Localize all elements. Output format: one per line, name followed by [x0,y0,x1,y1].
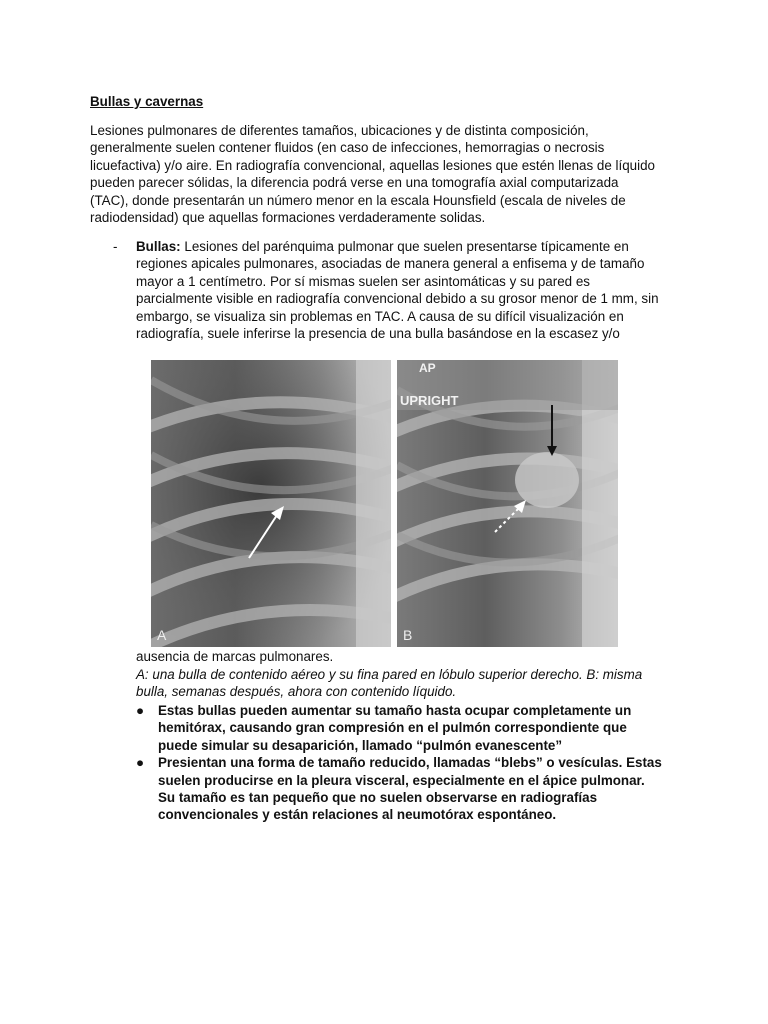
intro-line: generalmente suelen contener fluidos (en caso de infecciones, hemorragias o necrosis [90,140,605,156]
panel-b-marker-ap: AP [419,361,436,375]
bullet-list [136,702,696,824]
intro-line: (TAC), donde presentarán un número menor en la escala Hounsfield (escala de niveles de [90,192,626,208]
bullet-line: convencionales y están relaciones al neumotórax espontáneo. [158,807,557,823]
bullet-line: Su tamaño es tan pequeño que no suelen observarse en radiografías [158,790,598,806]
xray-image-b [397,360,618,647]
bullas-line: mayor a 1 centímetro. Por sí mismas suelen ser asintomáticas y su pared es [136,273,590,289]
panel-b-marker-upright: UPRIGHT [400,393,459,408]
bullet-marker: ● [136,755,145,771]
bullas-line: embargo, se visualiza sin problemas en TAC. A causa de su difícil visualización en [136,308,624,324]
bullas-first-line [136,238,696,255]
intro-line: radiodensidad) que aquellas formaciones verdaderamente solidas. [90,210,486,226]
caption-line: A: una bulla de contenido aéreo y su fina pared en lóbulo superior derecho. B: misma [136,667,643,682]
list-item [136,702,696,754]
bullet-line: Estas bullas pueden aumentar su tamaño hasta ocupar completamente un [158,703,632,718]
bullas-term: Bullas: [136,239,181,254]
bullet-line: suelen producirse en la pleura visceral, especialmente en el ápice pulmonar. [158,772,645,788]
panel-a-label: A [157,627,167,643]
panel-b-label: B [403,627,413,643]
bullas-line: regiones apicales pulmonares, asociadas de manera general a enfisema y de tamaño [136,256,645,272]
list-item [136,754,696,824]
bullet-marker: ● [136,703,145,718]
bullas-line: parcialmente visible en radiografía convencional debido a su grosor menor de 1 mm, sin [136,291,659,307]
figure-caption [136,666,642,701]
list-dash: - [113,239,118,254]
xray-figure [151,360,618,647]
section-heading: Bullas y cavernas [90,94,204,109]
bullas-continuation: ausencia de marcas pulmonares. [136,649,334,664]
intro-paragraph [90,122,680,226]
bullet-line: Presientan una forma de tamaño reducido, llamadas “blebs” o vesículas. Estas [158,755,662,771]
intro-line: licuefactiva) y/o aire. En radiografía convencional, aquellas lesiones que estén llenas de líquido [90,157,655,173]
bullas-paragraph [136,238,696,342]
intro-line: pueden parecer sólidas, la diferencia podrá verse en una tomografía axial computarizada [90,175,619,191]
bullet-line: puede simular su desaparición, llamado “pulmón evanescente” [158,737,563,753]
xray-image-a [151,360,391,647]
bullet-line: hemitórax, causando gran compresión en el pulmón correspondiente que [158,720,627,736]
bullas-line: radiografía, suele inferirse la presencia de una bulla basándose en la escasez y/o [136,326,620,342]
caption-line: bulla, semanas después, ahora con contenido líquido. [136,684,457,700]
intro-line: Lesiones pulmonares de diferentes tamaños, ubicaciones y de distinta composición, [90,123,589,138]
bullas-first-line-text: Lesiones del parénquima pulmonar que suelen presentarse típicamente en [180,239,629,254]
